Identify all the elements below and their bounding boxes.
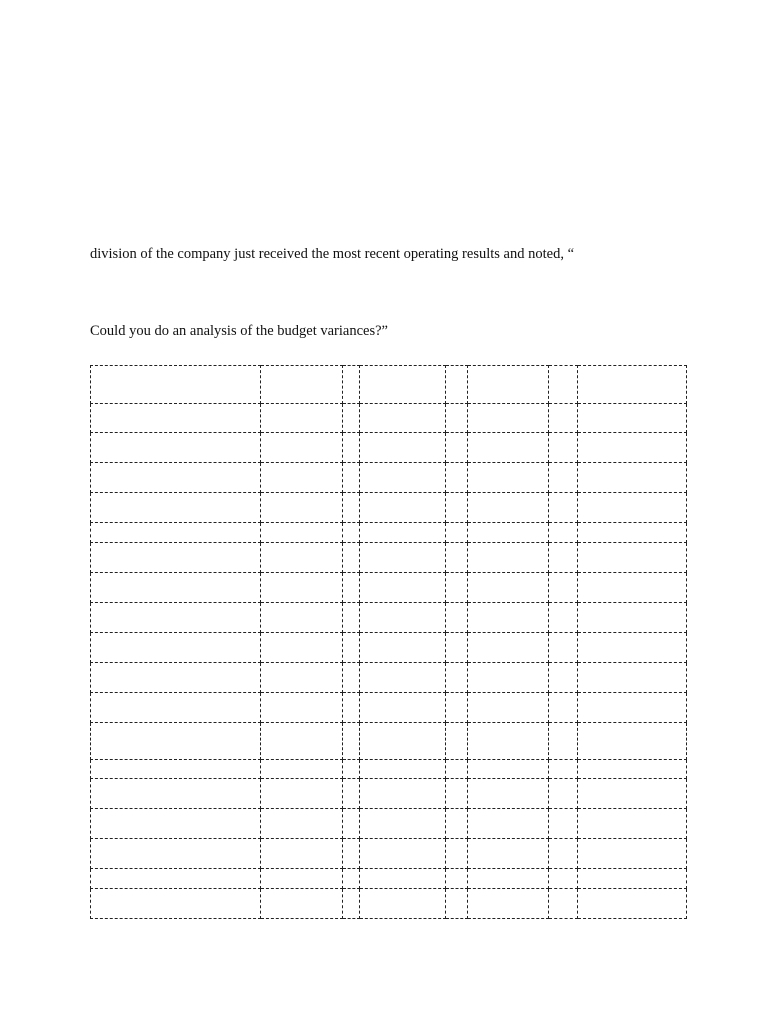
table-cell	[343, 433, 360, 463]
table-cell	[549, 809, 578, 839]
table-cell	[343, 573, 360, 603]
table-cell	[261, 633, 343, 663]
table-row	[91, 603, 687, 633]
table-cell	[578, 523, 687, 543]
table-row	[91, 404, 687, 433]
table-cell	[261, 663, 343, 693]
table-cell	[549, 633, 578, 663]
table-row	[91, 869, 687, 889]
table-cell	[343, 404, 360, 433]
table-cell	[578, 760, 687, 779]
table-cell	[549, 366, 578, 404]
table-cell	[343, 523, 360, 543]
table-cell	[549, 760, 578, 779]
table-cell	[91, 603, 261, 633]
table-cell	[578, 723, 687, 760]
table-cell	[91, 493, 261, 523]
table-cell	[468, 663, 549, 693]
table-cell	[446, 693, 468, 723]
table-cell	[343, 366, 360, 404]
table-cell	[91, 723, 261, 760]
table-cell	[446, 889, 468, 919]
table-cell	[549, 779, 578, 809]
table-cell	[261, 366, 343, 404]
table-cell	[578, 463, 687, 493]
table-cell	[578, 693, 687, 723]
table-cell	[360, 404, 446, 433]
table-row	[91, 523, 687, 543]
table-cell	[261, 463, 343, 493]
table-cell	[549, 404, 578, 433]
table-cell	[343, 723, 360, 760]
table-cell	[578, 869, 687, 889]
table-cell	[261, 573, 343, 603]
table-cell	[549, 693, 578, 723]
table-cell	[360, 779, 446, 809]
table-cell	[343, 463, 360, 493]
table-cell	[360, 723, 446, 760]
table-row	[91, 723, 687, 760]
table-cell	[360, 366, 446, 404]
table-cell	[360, 760, 446, 779]
table-cell	[468, 493, 549, 523]
table-cell	[261, 693, 343, 723]
table-cell	[343, 839, 360, 869]
table-cell	[549, 603, 578, 633]
table-cell	[360, 433, 446, 463]
table-cell	[261, 760, 343, 779]
table-cell	[446, 543, 468, 573]
table-cell	[446, 663, 468, 693]
table-cell	[446, 779, 468, 809]
table-cell	[261, 523, 343, 543]
table-row	[91, 760, 687, 779]
table-row	[91, 633, 687, 663]
table-cell	[360, 463, 446, 493]
table-cell	[549, 493, 578, 523]
table-cell	[360, 543, 446, 573]
table-cell	[468, 839, 549, 869]
table-cell	[549, 463, 578, 493]
table-cell	[468, 869, 549, 889]
table-cell	[446, 463, 468, 493]
table-cell	[261, 809, 343, 839]
table-cell	[578, 889, 687, 919]
table-cell	[91, 760, 261, 779]
table-cell	[91, 869, 261, 889]
table-cell	[446, 366, 468, 404]
table-cell	[468, 366, 549, 404]
table-cell	[578, 663, 687, 693]
table-cell	[261, 603, 343, 633]
table-cell	[343, 493, 360, 523]
table-cell	[360, 663, 446, 693]
table-cell	[343, 889, 360, 919]
table-cell	[91, 693, 261, 723]
table-cell	[468, 523, 549, 543]
budget-variance-table	[90, 365, 687, 919]
table-cell	[91, 463, 261, 493]
table-cell	[468, 404, 549, 433]
table-cell	[549, 663, 578, 693]
table-row	[91, 573, 687, 603]
table-cell	[578, 573, 687, 603]
table-cell	[261, 404, 343, 433]
table-cell	[360, 633, 446, 663]
table-cell	[360, 603, 446, 633]
table-cell	[468, 723, 549, 760]
table-cell	[91, 366, 261, 404]
table-cell	[91, 839, 261, 869]
table-cell	[468, 809, 549, 839]
table-row	[91, 693, 687, 723]
paragraph-question: Could you do an analysis of the budget variances?”	[90, 322, 388, 339]
table-cell	[343, 809, 360, 839]
table-cell	[549, 839, 578, 869]
table-cell	[91, 523, 261, 543]
table-cell	[468, 603, 549, 633]
table-cell	[446, 633, 468, 663]
table-cell	[343, 760, 360, 779]
table-cell	[261, 543, 343, 573]
table-cell	[343, 603, 360, 633]
table-cell	[91, 809, 261, 839]
table-cell	[91, 543, 261, 573]
table-cell	[261, 889, 343, 919]
table-cell	[468, 760, 549, 779]
table-cell	[578, 433, 687, 463]
table-row	[91, 663, 687, 693]
table-cell	[578, 779, 687, 809]
table-cell	[360, 809, 446, 839]
table-cell	[343, 663, 360, 693]
table-cell	[261, 869, 343, 889]
table-cell	[468, 543, 549, 573]
table-row	[91, 366, 687, 404]
table-cell	[446, 573, 468, 603]
table-cell	[91, 573, 261, 603]
table-cell	[446, 723, 468, 760]
table-cell	[468, 889, 549, 919]
table-cell	[578, 404, 687, 433]
table-cell	[91, 433, 261, 463]
table-cell	[549, 573, 578, 603]
table-cell	[468, 463, 549, 493]
table-cell	[261, 779, 343, 809]
table-cell	[578, 493, 687, 523]
table-cell	[343, 633, 360, 663]
table-cell	[446, 404, 468, 433]
table-row	[91, 433, 687, 463]
table-cell	[343, 693, 360, 723]
table-cell	[446, 523, 468, 543]
table-cell	[343, 869, 360, 889]
table-cell	[549, 869, 578, 889]
table-cell	[91, 633, 261, 663]
table-row	[91, 779, 687, 809]
table-cell	[446, 839, 468, 869]
table-cell	[468, 573, 549, 603]
table-row	[91, 809, 687, 839]
table-cell	[578, 633, 687, 663]
table-cell	[91, 779, 261, 809]
table-cell	[446, 809, 468, 839]
table-cell	[261, 723, 343, 760]
table-cell	[468, 433, 549, 463]
table-cell	[91, 404, 261, 433]
table-cell	[549, 889, 578, 919]
table-row	[91, 889, 687, 919]
table-cell	[549, 523, 578, 543]
table-cell	[343, 779, 360, 809]
table-cell	[261, 493, 343, 523]
table-cell	[549, 543, 578, 573]
table-cell	[446, 433, 468, 463]
table-row	[91, 463, 687, 493]
table-cell	[549, 723, 578, 760]
table-cell	[468, 779, 549, 809]
table-cell	[261, 839, 343, 869]
table-cell	[360, 523, 446, 543]
table-cell	[578, 543, 687, 573]
table-cell	[446, 493, 468, 523]
table-cell	[468, 693, 549, 723]
table-cell	[578, 603, 687, 633]
table-cell	[360, 693, 446, 723]
table-row	[91, 493, 687, 523]
table-cell	[446, 603, 468, 633]
table-cell	[261, 433, 343, 463]
table-cell	[468, 633, 549, 663]
table-cell	[360, 889, 446, 919]
table-cell	[549, 433, 578, 463]
table-cell	[578, 839, 687, 869]
table-cell	[446, 760, 468, 779]
table-cell	[578, 809, 687, 839]
table-row	[91, 839, 687, 869]
table-row	[91, 543, 687, 573]
table-cell	[360, 839, 446, 869]
table-cell	[360, 573, 446, 603]
table-cell	[360, 493, 446, 523]
table-cell	[91, 889, 261, 919]
table-cell	[343, 543, 360, 573]
table-cell	[91, 663, 261, 693]
table-cell	[578, 366, 687, 404]
table-cell	[446, 869, 468, 889]
table-cell	[360, 869, 446, 889]
paragraph-intro: division of the company just received the most recent operating results and noted, “	[90, 245, 575, 262]
